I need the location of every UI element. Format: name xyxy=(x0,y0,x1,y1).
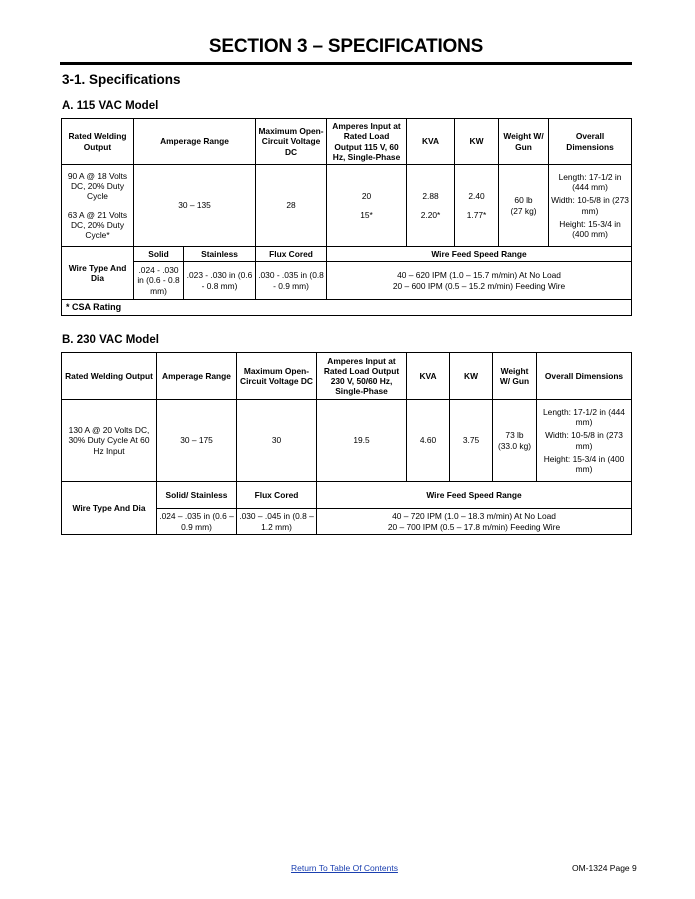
return-to-toc-link[interactable]: Return To Table Of Contents xyxy=(291,863,398,873)
spec-table-115vac xyxy=(61,118,632,316)
rated-output-cell: 130 A @ 20 Volts DC, 30% Duty Cycle At 60 Hz Input xyxy=(62,400,157,482)
table-row xyxy=(62,400,632,482)
dims-height: Height: 15-3/4 in (400 mm) xyxy=(543,453,625,474)
weight-kg: (27 kg) xyxy=(510,205,537,216)
header-weight: Weight W/ Gun xyxy=(499,119,549,165)
wire-speed-2: 20 – 600 IPM (0.5 – 15.2 m/min) Feeding Wire xyxy=(392,280,566,291)
header-kw: KW xyxy=(455,119,499,165)
header-amps: Amperes Input at Rated Load Output 230 V, 50/60 Hz, Single-Phase xyxy=(317,353,407,400)
wire-flux-value: .030 – .045 in (0.8 – 1.2 mm) xyxy=(237,509,317,535)
ocv-cell: 30 xyxy=(237,400,317,482)
kva-cell xyxy=(407,165,455,247)
wire-solid-value: .024 - .030 in (0.6 - 0.8 mm) xyxy=(134,262,184,300)
wire-solid-header: Solid/ Stainless xyxy=(157,482,237,509)
rated-output-cell xyxy=(62,165,134,247)
wire-flux-header: Flux Cored xyxy=(256,247,327,262)
dims-width: Width: 10-5/8 in (273 mm) xyxy=(551,195,629,216)
section-heading: 3-1. Specifications xyxy=(62,72,181,87)
header-ocv: Maximum Open-Circuit Voltage DC xyxy=(256,119,327,165)
kva-cell: 4.60 xyxy=(407,400,450,482)
dims-width: Width: 10-5/8 in (273 mm) xyxy=(545,430,623,451)
wire-speed-header: Wire Feed Speed Range xyxy=(327,247,632,262)
footnote-row xyxy=(62,300,632,316)
header-amps: Amperes Input at Rated Load Output 115 V, 60 Hz, Single-Phase xyxy=(327,119,407,165)
dims-length: Length: 17-1/2 in (444 mm) xyxy=(543,407,625,428)
wire-stainless-header: Stainless xyxy=(184,247,256,262)
ocv-cell: 28 xyxy=(256,165,327,247)
table-header-row xyxy=(62,119,632,165)
model-a-heading: A. 115 VAC Model xyxy=(62,100,159,112)
wire-stainless-value: .023 - .030 in (0.6 - 0.8 mm) xyxy=(184,262,256,300)
wire-flux-header: Flux Cored xyxy=(237,482,317,509)
header-range: Amperage Range xyxy=(134,119,256,165)
header-output: Rated Welding Output xyxy=(62,119,134,165)
amps-1: 20 xyxy=(361,190,372,201)
wire-flux-value: .030 - .035 in (0.8 - 0.9 mm) xyxy=(256,262,327,300)
page-number: OM-1324 Page 9 xyxy=(572,863,637,873)
rated-output-2: 63 A @ 21 Volts DC, 20% Duty Cycle* xyxy=(67,210,128,241)
weight-lb: 60 lb xyxy=(514,195,533,206)
wire-speed-header: Wire Feed Speed Range xyxy=(317,482,632,509)
wire-speed-value xyxy=(317,509,632,535)
kva-2: 2.20* xyxy=(420,210,441,220)
dimensions-cell xyxy=(549,165,632,247)
kw-2: 1.77* xyxy=(466,210,487,220)
model-b-heading: B. 230 VAC Model xyxy=(62,334,159,346)
header-range: Amperage Range xyxy=(157,353,237,400)
wire-header-row xyxy=(62,482,632,509)
kva-1: 2.88 xyxy=(422,190,439,201)
amps-cell: 19.5 xyxy=(317,400,407,482)
wire-speed-1: 40 – 720 IPM (1.0 – 18.3 m/min) At No Load xyxy=(392,511,556,522)
weight-lb: 73 lb xyxy=(505,430,524,441)
wire-speed-value xyxy=(327,262,632,300)
csa-rating-note: * CSA Rating xyxy=(62,300,632,316)
header-kw: KW xyxy=(450,353,493,400)
dims-height: Height: 15-3/4 in (400 mm) xyxy=(559,218,621,239)
dims-length: Length: 17-1/2 in (444 mm) xyxy=(558,172,622,193)
rated-output-1: 90 A @ 18 Volts DC, 20% Duty Cycle xyxy=(67,170,128,201)
header-ocv: Maximum Open-Circuit Voltage DC xyxy=(237,353,317,400)
table-header-row xyxy=(62,353,632,400)
wire-type-label: Wire Type And Dia xyxy=(62,247,134,300)
wire-solid-value: .024 – .035 in (0.6 – 0.9 mm) xyxy=(157,509,237,535)
spec-table-230vac xyxy=(61,352,632,535)
header-output: Rated Welding Output xyxy=(62,353,157,400)
wire-solid-header: Solid xyxy=(134,247,184,262)
amperage-range-cell: 30 – 175 xyxy=(157,400,237,482)
amps-cell xyxy=(327,165,407,247)
kw-cell: 3.75 xyxy=(450,400,493,482)
dimensions-cell xyxy=(537,400,632,482)
header-kva: KVA xyxy=(407,353,450,400)
weight-cell xyxy=(499,165,549,247)
header-dims: Overall Dimensions xyxy=(537,353,632,400)
amperage-range-cell: 30 – 135 xyxy=(134,165,256,247)
kw-cell xyxy=(455,165,499,247)
weight-cell xyxy=(493,400,537,482)
page-title: SECTION 3 – SPECIFICATIONS xyxy=(208,36,484,57)
header-kva: KVA xyxy=(407,119,455,165)
amps-2: 15* xyxy=(360,210,373,220)
table-row xyxy=(62,165,632,247)
header-dims: Overall Dimensions xyxy=(549,119,632,165)
wire-speed-1: 40 – 620 IPM (1.0 – 15.7 m/min) At No Load xyxy=(397,270,561,281)
wire-speed-2: 20 – 700 IPM (0.5 – 17.8 m/min) Feeding Wire xyxy=(387,521,561,532)
wire-type-label: Wire Type And Dia xyxy=(62,482,157,535)
wire-values-row xyxy=(62,262,632,300)
wire-header-row xyxy=(62,247,632,262)
weight-kg: (33.0 kg) xyxy=(497,440,532,451)
title-rule xyxy=(60,62,632,65)
header-weight: Weight W/ Gun xyxy=(493,353,537,400)
kw-1: 2.40 xyxy=(468,190,485,201)
